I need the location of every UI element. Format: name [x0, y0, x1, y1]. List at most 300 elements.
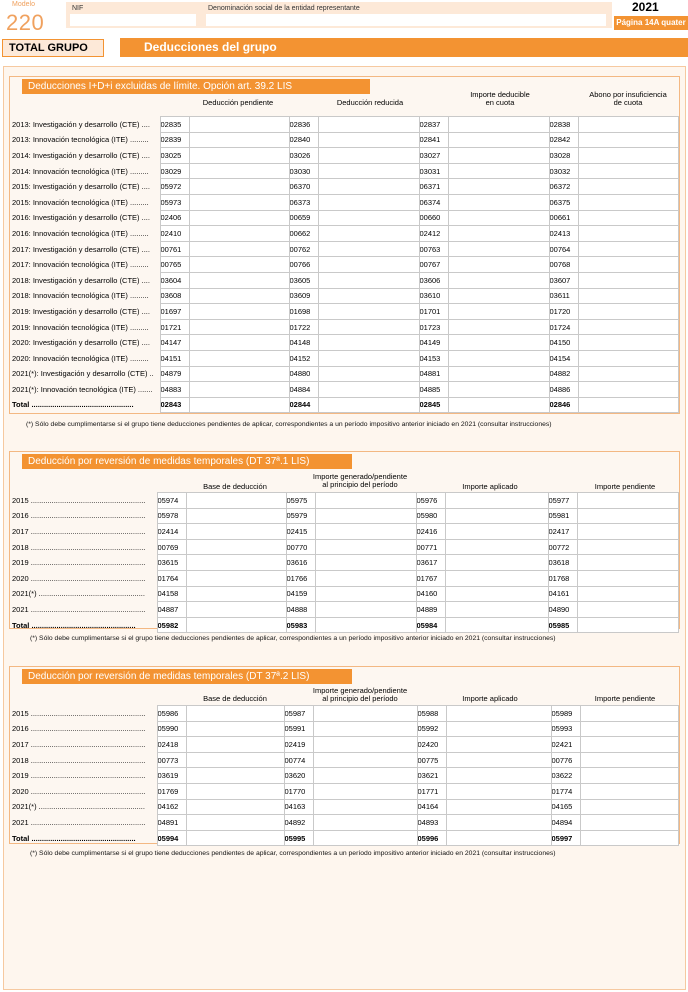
- amount-field[interactable]: [448, 117, 549, 133]
- box-code: 00769: [157, 539, 186, 555]
- amount-field[interactable]: [448, 350, 549, 366]
- table-row: [12, 721, 678, 737]
- amount-field[interactable]: [186, 524, 286, 540]
- row-label: 2021 .......................................................: [12, 604, 146, 614]
- amount-field[interactable]: [448, 226, 549, 242]
- amount-field[interactable]: [577, 617, 678, 633]
- amount-field[interactable]: [577, 524, 678, 540]
- amount-field[interactable]: [448, 319, 549, 335]
- amount-field[interactable]: [186, 830, 284, 846]
- amount-field[interactable]: [446, 830, 551, 846]
- table-row: [12, 493, 678, 509]
- row-label: 2015: Innovación tecnológica (ITE) .........: [12, 197, 149, 207]
- amount-field[interactable]: [580, 706, 678, 722]
- box-code: 01769: [157, 783, 186, 799]
- amount-field[interactable]: [318, 366, 419, 382]
- amount-field[interactable]: [313, 830, 417, 846]
- amount-field[interactable]: [578, 397, 678, 413]
- table-row: [12, 226, 678, 242]
- amount-field[interactable]: [448, 366, 549, 382]
- box-code: 04885: [419, 382, 448, 398]
- col-header: Importe generado/pendiente al principio del período: [312, 686, 408, 703]
- table-row: [12, 350, 678, 366]
- amount-field[interactable]: [448, 210, 549, 226]
- amount-field[interactable]: [577, 586, 678, 602]
- box-code: 02415: [286, 524, 315, 540]
- box-code: 00659: [289, 210, 318, 226]
- amount-field[interactable]: [445, 493, 548, 509]
- box-code: 05986: [157, 706, 186, 722]
- box-code: 05985: [548, 617, 577, 633]
- amount-field[interactable]: [315, 555, 416, 571]
- amount-field[interactable]: [577, 493, 678, 509]
- amount-field[interactable]: [577, 539, 678, 555]
- row-label: 2019 .......................................................: [12, 558, 146, 568]
- box-code: 02846: [549, 397, 578, 413]
- box-code: 02413: [549, 226, 578, 242]
- amount-field[interactable]: [578, 148, 678, 164]
- table-row: [12, 148, 678, 164]
- amount-field[interactable]: [578, 241, 678, 257]
- amount-field[interactable]: [189, 179, 289, 195]
- amount-field[interactable]: [448, 179, 549, 195]
- amount-field[interactable]: [578, 288, 678, 304]
- amount-field[interactable]: [318, 272, 419, 288]
- box-code: 02420: [417, 737, 446, 753]
- box-code: 00765: [160, 257, 189, 273]
- box-code: 04883: [160, 382, 189, 398]
- amount-field[interactable]: [315, 524, 416, 540]
- box-code: 02414: [157, 524, 186, 540]
- amount-field[interactable]: [446, 799, 551, 815]
- box-code: 05983: [286, 617, 315, 633]
- amount-field[interactable]: [448, 304, 549, 320]
- box-code: 04889: [416, 602, 445, 618]
- table-row: [12, 272, 678, 288]
- amount-field[interactable]: [448, 335, 549, 351]
- table-row: [12, 617, 678, 633]
- box-code: 03609: [289, 288, 318, 304]
- box-code: 05977: [548, 493, 577, 509]
- amount-field[interactable]: [580, 752, 678, 768]
- box-code: 00768: [549, 257, 578, 273]
- amount-field[interactable]: [318, 319, 419, 335]
- box-code: 05980: [416, 508, 445, 524]
- amount-field[interactable]: [186, 586, 286, 602]
- amount-field[interactable]: [318, 194, 419, 210]
- amount-field[interactable]: [580, 799, 678, 815]
- amount-field[interactable]: [448, 132, 549, 148]
- amount-field[interactable]: [578, 350, 678, 366]
- amount-field[interactable]: [448, 194, 549, 210]
- box-code: 04152: [289, 350, 318, 366]
- amount-field[interactable]: [189, 397, 289, 413]
- amount-field[interactable]: [318, 257, 419, 273]
- box-code: 03617: [416, 555, 445, 571]
- row-label: 2014: Innovación tecnológica (ITE) .........: [12, 166, 149, 176]
- box-code: 04162: [157, 799, 186, 815]
- amount-field[interactable]: [186, 752, 284, 768]
- amount-field[interactable]: [318, 335, 419, 351]
- box-code: 03622: [551, 768, 580, 784]
- amount-field[interactable]: [448, 241, 549, 257]
- amount-field[interactable]: [313, 799, 417, 815]
- amount-field[interactable]: [189, 382, 289, 398]
- amount-field[interactable]: [445, 539, 548, 555]
- box-code: 03606: [419, 272, 448, 288]
- box-code: 04884: [289, 382, 318, 398]
- nif-label: NIF: [72, 5, 84, 12]
- amount-field[interactable]: [189, 319, 289, 335]
- amount-field[interactable]: [189, 132, 289, 148]
- box-code: 02844: [289, 397, 318, 413]
- box-code: 03029: [160, 163, 189, 179]
- denominacion-field[interactable]: [206, 14, 606, 26]
- amount-field[interactable]: [313, 815, 417, 831]
- amount-field[interactable]: [313, 706, 417, 722]
- amount-field[interactable]: [446, 752, 551, 768]
- amount-field[interactable]: [315, 539, 416, 555]
- nif-field[interactable]: [70, 14, 196, 26]
- col-header: Base de deducción: [203, 482, 267, 491]
- amount-field[interactable]: [313, 737, 417, 753]
- amount-field[interactable]: [313, 768, 417, 784]
- box-code: 05974: [157, 493, 186, 509]
- row-label: 2015: Investigación y desarrollo (CTE) ....: [12, 182, 150, 192]
- box-code: 00776: [551, 752, 580, 768]
- amount-field[interactable]: [578, 319, 678, 335]
- box-code: 04161: [548, 586, 577, 602]
- amount-field[interactable]: [186, 493, 286, 509]
- amount-field[interactable]: [318, 163, 419, 179]
- row-label: 2015 .......................................................: [12, 495, 146, 505]
- amount-field[interactable]: [318, 132, 419, 148]
- box-code: 04149: [419, 335, 448, 351]
- amount-field[interactable]: [318, 241, 419, 257]
- box-code: 05996: [417, 830, 446, 846]
- row-label: 2013: Investigación y desarrollo (CTE) ....: [12, 119, 150, 129]
- box-code: 04882: [549, 366, 578, 382]
- amount-field[interactable]: [446, 721, 551, 737]
- amount-field[interactable]: [186, 602, 286, 618]
- amount-field[interactable]: [318, 382, 419, 398]
- box-code: 00774: [284, 752, 313, 768]
- amount-field[interactable]: [448, 148, 549, 164]
- box-code: 00771: [416, 539, 445, 555]
- nif-box: [66, 2, 202, 28]
- main-panel: [3, 66, 686, 990]
- table-row: [12, 194, 678, 210]
- amount-field[interactable]: [315, 493, 416, 509]
- amount-field[interactable]: [578, 163, 678, 179]
- box-code: 04164: [417, 799, 446, 815]
- amount-field[interactable]: [446, 815, 551, 831]
- amount-field[interactable]: [189, 366, 289, 382]
- amount-field[interactable]: [445, 602, 548, 618]
- amount-field[interactable]: [318, 117, 419, 133]
- modelo-number: 220: [6, 10, 45, 35]
- box-code: 01697: [160, 304, 189, 320]
- box-code: 04893: [417, 815, 446, 831]
- amount-field[interactable]: [578, 210, 678, 226]
- amount-field[interactable]: [318, 179, 419, 195]
- amount-field[interactable]: [578, 257, 678, 273]
- box-code: 04880: [289, 366, 318, 382]
- table-row: [12, 304, 678, 320]
- amount-field[interactable]: [318, 350, 419, 366]
- box-code: 00766: [289, 257, 318, 273]
- amount-field[interactable]: [448, 397, 549, 413]
- amount-field[interactable]: [318, 148, 419, 164]
- amount-field[interactable]: [445, 555, 548, 571]
- table-row: [12, 508, 678, 524]
- amount-field[interactable]: [186, 783, 284, 799]
- amount-field[interactable]: [446, 783, 551, 799]
- amount-field[interactable]: [448, 288, 549, 304]
- amount-field[interactable]: [186, 799, 284, 815]
- table-row: [12, 737, 678, 753]
- box-code: 04879: [160, 366, 189, 382]
- box-code: 01767: [416, 570, 445, 586]
- amount-field[interactable]: [448, 257, 549, 273]
- box-code: 01721: [160, 319, 189, 335]
- amount-field[interactable]: [577, 602, 678, 618]
- box-code: 04158: [157, 586, 186, 602]
- denominacion-box: [202, 2, 612, 28]
- amount-field[interactable]: [189, 226, 289, 242]
- box-code: 05973: [160, 194, 189, 210]
- amount-field[interactable]: [445, 586, 548, 602]
- section-idi-note: (*) Sólo debe cumplimentarse si el grupo tiene deducciones pendientes de aplicar, correspondientes a un período impositivo anterior iniciado en 2021 (consultar instrucciones): [26, 421, 552, 428]
- box-code: 00770: [286, 539, 315, 555]
- amount-field[interactable]: [186, 570, 286, 586]
- row-label: 2019: Investigación y desarrollo (CTE) ....: [12, 306, 150, 316]
- box-code: 00767: [419, 257, 448, 273]
- box-code: 00775: [417, 752, 446, 768]
- box-code: 03608: [160, 288, 189, 304]
- amount-field[interactable]: [577, 570, 678, 586]
- box-code: 04894: [551, 815, 580, 831]
- box-code: 06372: [549, 179, 578, 195]
- box-code: 02841: [419, 132, 448, 148]
- amount-field[interactable]: [315, 586, 416, 602]
- section-dt37-1-table: [12, 492, 679, 633]
- amount-field[interactable]: [189, 335, 289, 351]
- amount-field[interactable]: [580, 815, 678, 831]
- col-header: Importe aplicado: [462, 482, 518, 491]
- row-label: 2018 .......................................................: [12, 542, 146, 552]
- box-code: 00762: [289, 241, 318, 257]
- table-row: [12, 799, 678, 815]
- section-dt37-2: [9, 666, 680, 844]
- amount-field[interactable]: [445, 524, 548, 540]
- table-row: [12, 335, 678, 351]
- form-year: 2021: [632, 0, 659, 14]
- section-title: Deducciones del grupo: [120, 38, 688, 57]
- amount-field[interactable]: [448, 272, 549, 288]
- box-code: 04159: [286, 586, 315, 602]
- row-label: 2020: Innovación tecnológica (ITE) .........: [12, 353, 149, 363]
- box-code: 05975: [286, 493, 315, 509]
- box-code: 03025: [160, 148, 189, 164]
- amount-field[interactable]: [186, 737, 284, 753]
- box-code: 05990: [157, 721, 186, 737]
- amount-field[interactable]: [578, 226, 678, 242]
- box-code: 03616: [286, 555, 315, 571]
- amount-field[interactable]: [578, 179, 678, 195]
- amount-field[interactable]: [580, 721, 678, 737]
- row-label: 2020: Investigación y desarrollo (CTE) ....: [12, 338, 150, 348]
- amount-field[interactable]: [313, 721, 417, 737]
- amount-field[interactable]: [318, 288, 419, 304]
- box-code: 01720: [549, 304, 578, 320]
- box-code: 03620: [284, 768, 313, 784]
- amount-field[interactable]: [186, 721, 284, 737]
- section-idi-title: Deducciones I+D+i excluidas de límite. Opción art. 39.2 LIS: [22, 79, 370, 94]
- box-code: 01701: [419, 304, 448, 320]
- amount-field[interactable]: [189, 194, 289, 210]
- amount-field[interactable]: [445, 508, 548, 524]
- box-code: 03030: [289, 163, 318, 179]
- amount-field[interactable]: [313, 752, 417, 768]
- amount-field[interactable]: [186, 539, 286, 555]
- amount-field[interactable]: [186, 617, 286, 633]
- amount-field[interactable]: [186, 706, 284, 722]
- row-label: 2019: Innovación tecnológica (ITE) .........: [12, 322, 149, 332]
- box-code: 01764: [157, 570, 186, 586]
- amount-field[interactable]: [318, 210, 419, 226]
- box-code: 02412: [419, 226, 448, 242]
- row-label: 2021(*) ...................................................: [12, 589, 145, 599]
- amount-field[interactable]: [186, 768, 284, 784]
- row-label: 2018 .......................................................: [12, 755, 146, 765]
- box-code: 04881: [419, 366, 448, 382]
- box-code: 00660: [419, 210, 448, 226]
- row-label: Total ..................................................: [12, 620, 136, 630]
- amount-field[interactable]: [189, 350, 289, 366]
- box-code: 03611: [549, 288, 578, 304]
- amount-field[interactable]: [446, 768, 551, 784]
- amount-field[interactable]: [189, 163, 289, 179]
- amount-field[interactable]: [315, 570, 416, 586]
- amount-field[interactable]: [445, 570, 548, 586]
- amount-field[interactable]: [318, 397, 419, 413]
- amount-field[interactable]: [578, 194, 678, 210]
- box-code: 00661: [549, 210, 578, 226]
- box-code: 03031: [419, 163, 448, 179]
- amount-field[interactable]: [189, 272, 289, 288]
- box-code: 01723: [419, 319, 448, 335]
- amount-field[interactable]: [189, 304, 289, 320]
- amount-field[interactable]: [445, 617, 548, 633]
- amount-field[interactable]: [448, 163, 549, 179]
- amount-field[interactable]: [189, 241, 289, 257]
- amount-field[interactable]: [189, 288, 289, 304]
- col-header: Base de deducción: [203, 694, 267, 703]
- box-code: 05993: [551, 721, 580, 737]
- amount-field[interactable]: [578, 304, 678, 320]
- amount-field[interactable]: [577, 508, 678, 524]
- amount-field[interactable]: [315, 617, 416, 633]
- amount-field[interactable]: [580, 768, 678, 784]
- box-code: 01771: [417, 783, 446, 799]
- box-code: 04887: [157, 602, 186, 618]
- amount-field[interactable]: [580, 737, 678, 753]
- amount-field[interactable]: [580, 830, 678, 846]
- amount-field[interactable]: [577, 555, 678, 571]
- box-code: 02837: [419, 117, 448, 133]
- col-header: Importe generado/pendiente al principio del período: [312, 472, 408, 489]
- table-row: [12, 524, 678, 540]
- amount-field[interactable]: [189, 210, 289, 226]
- box-code: 04147: [160, 335, 189, 351]
- table-row: [12, 241, 678, 257]
- form-header: [0, 0, 688, 60]
- amount-field[interactable]: [313, 783, 417, 799]
- amount-field[interactable]: [186, 508, 286, 524]
- row-label: 2016 .......................................................: [12, 724, 146, 734]
- amount-field[interactable]: [578, 382, 678, 398]
- table-row: [12, 288, 678, 304]
- box-code: 06375: [549, 194, 578, 210]
- amount-field[interactable]: [578, 272, 678, 288]
- amount-field[interactable]: [578, 366, 678, 382]
- amount-field[interactable]: [315, 508, 416, 524]
- amount-field[interactable]: [446, 737, 551, 753]
- row-label: 2017 .......................................................: [12, 526, 146, 536]
- table-row: [12, 163, 678, 179]
- box-code: 05989: [551, 706, 580, 722]
- amount-field[interactable]: [318, 304, 419, 320]
- box-code: 06374: [419, 194, 448, 210]
- amount-field[interactable]: [186, 555, 286, 571]
- amount-field[interactable]: [189, 148, 289, 164]
- row-label: 2017: Investigación y desarrollo (CTE) ....: [12, 244, 150, 254]
- row-label: 2014: Investigación y desarrollo (CTE) ....: [12, 150, 150, 160]
- amount-field[interactable]: [578, 132, 678, 148]
- amount-field[interactable]: [448, 382, 549, 398]
- amount-field[interactable]: [318, 226, 419, 242]
- amount-field[interactable]: [580, 783, 678, 799]
- amount-field[interactable]: [446, 706, 551, 722]
- box-code: 06370: [289, 179, 318, 195]
- box-code: 00773: [157, 752, 186, 768]
- box-code: 04892: [284, 815, 313, 831]
- table-row: [12, 752, 678, 768]
- box-code: 06373: [289, 194, 318, 210]
- box-code: 04154: [549, 350, 578, 366]
- section-dt37-1-title: Deducción por reversión de medidas temporales (DT 37ª.1 LIS): [22, 454, 352, 469]
- amount-field[interactable]: [189, 117, 289, 133]
- table-row: [12, 319, 678, 335]
- amount-field[interactable]: [186, 815, 284, 831]
- row-label: 2016 .......................................................: [12, 511, 146, 521]
- box-code: 02839: [160, 132, 189, 148]
- box-code: 05987: [284, 706, 313, 722]
- box-code: 03032: [549, 163, 578, 179]
- box-code: 02406: [160, 210, 189, 226]
- section-dt37-1-note: (*) Sólo debe cumplimentarse si el grupo tiene deducciones pendientes de aplicar, correspondientes a un período impositivo anterior iniciado en 2021 (consultar instrucciones): [30, 635, 556, 642]
- section-dt37-2-note: (*) Sólo debe cumplimentarse si el grupo tiene deducciones pendientes de aplicar, correspondientes a un período impositivo anterior iniciado en 2021 (consultar instrucciones): [30, 850, 556, 857]
- amount-field[interactable]: [578, 117, 678, 133]
- col-header: Importe aplicado: [462, 694, 518, 703]
- section-dt37-1: [9, 451, 680, 629]
- box-code: 02417: [548, 524, 577, 540]
- amount-field[interactable]: [578, 335, 678, 351]
- amount-field[interactable]: [189, 257, 289, 273]
- amount-field[interactable]: [315, 602, 416, 618]
- col-header: Deducción reducida: [336, 98, 404, 107]
